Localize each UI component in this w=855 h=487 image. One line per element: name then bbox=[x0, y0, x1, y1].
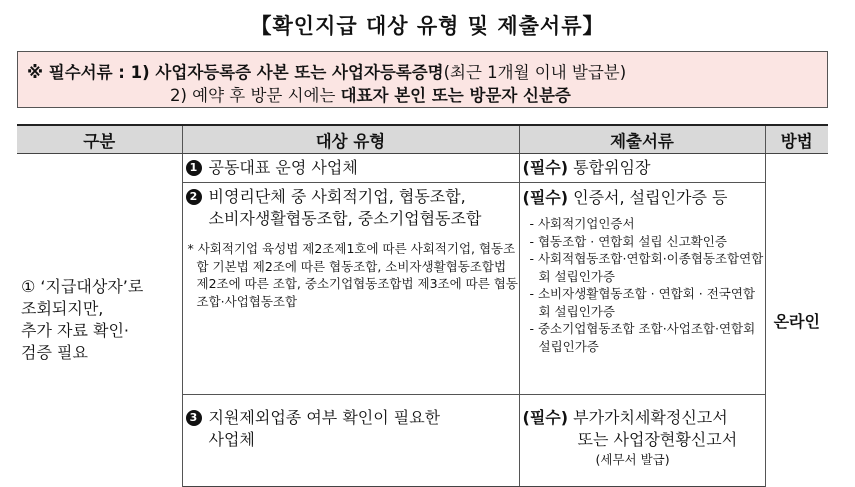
method-cell: 온라인 bbox=[765, 154, 828, 487]
category-line: 조회되지만, bbox=[21, 299, 104, 319]
documents-sublist bbox=[530, 215, 765, 355]
documents-line: 또는 사업장현황신고서 bbox=[577, 430, 738, 449]
notice-line-1 bbox=[27, 59, 626, 83]
notice-line-2 bbox=[170, 82, 571, 106]
list-item: - 사회적기업인증서 bbox=[529, 216, 635, 231]
type-line: 지원제외업종 여부 확인이 필요한 bbox=[208, 408, 441, 427]
required-tag: (필수) bbox=[522, 188, 569, 207]
type-item bbox=[183, 157, 519, 179]
documents-line bbox=[520, 187, 765, 209]
documents-cell bbox=[519, 395, 765, 487]
required-tag: (필수) bbox=[522, 158, 569, 177]
required-documents-notice bbox=[17, 51, 828, 108]
notice-l1-bold: 1) 사업자등록증 사본 또는 사업자등록증명 bbox=[130, 63, 444, 82]
category-line: ① ‘지급대상자’로 bbox=[21, 277, 144, 297]
notice-prefix: ※ 필수서류 : bbox=[27, 63, 131, 82]
type-item bbox=[183, 186, 519, 230]
documents-line bbox=[520, 157, 765, 179]
documents-line bbox=[520, 407, 765, 429]
list-item: - 협동조합 · 연합회 설립 신고확인증 bbox=[529, 233, 727, 249]
type-line: 공동대표 운영 사업체 bbox=[208, 158, 358, 177]
type-line: 소비자생활협동조합, 중소기업협동조합 bbox=[208, 209, 482, 228]
header-documents: 제출서류 bbox=[519, 125, 765, 154]
type-text bbox=[209, 157, 358, 179]
category-cell bbox=[17, 154, 182, 487]
type-text bbox=[209, 186, 482, 230]
type-cell bbox=[182, 395, 519, 487]
required-tag: (필수) bbox=[522, 408, 569, 427]
list-item: - 사회적협동조합·연합회·이종협동조합연합회 설립인가증 bbox=[529, 251, 764, 284]
documents-cell bbox=[519, 183, 765, 395]
header-type: 대상 유형 bbox=[182, 125, 519, 154]
list-item: - 소비자생활협동조합 · 연합회 · 전국연합회 설립인가증 bbox=[529, 286, 756, 319]
table-row bbox=[17, 154, 828, 183]
page-title: 【확인지급 대상 유형 및 제출서류】 bbox=[250, 14, 605, 38]
eligibility-table bbox=[17, 124, 828, 487]
notice-l2-normal: 2) 예약 후 방문 시에는 bbox=[170, 86, 341, 105]
type-line: 사업체 bbox=[208, 430, 255, 449]
table-header-row bbox=[17, 125, 828, 154]
documents-text: 부가가치세확정신고서 bbox=[568, 408, 728, 427]
type-cell bbox=[182, 183, 519, 395]
category-line: 검증 필요 bbox=[21, 343, 88, 363]
type-text bbox=[209, 407, 441, 451]
category-line: 추가 자료 확인· bbox=[21, 321, 129, 341]
type-footnote: * 사회적기업 육성법 제2조제1호에 따른 사회적기업, 협동조합 기본법 제2조에 따른 협동조합, 소비자생활협동조합법 제2조에 따른 조합, 중소기업협동조합법 제3조에 따른 협동조합·사업협동조합 bbox=[187, 241, 518, 309]
type-item bbox=[183, 407, 519, 451]
documents-text: 인증서, 설립인가증 등 bbox=[568, 188, 728, 207]
type-line: 비영리단체 중 사회적기업, 협동조합, bbox=[208, 187, 466, 206]
number-badge-icon: 3 bbox=[186, 410, 202, 426]
header-method: 방법 bbox=[765, 125, 828, 154]
number-badge-icon: 2 bbox=[186, 189, 202, 205]
type-cell bbox=[182, 154, 519, 183]
notice-l2-bold: 대표자 본인 또는 방문자 신분증 bbox=[340, 86, 571, 105]
notice-l1-normal: (최근 1개월 이내 발급분) bbox=[443, 63, 627, 82]
header-category: 구분 bbox=[17, 125, 182, 154]
number-badge-icon: 1 bbox=[186, 160, 202, 176]
documents-cell bbox=[519, 154, 765, 183]
documents-note: (세무서 발급) bbox=[595, 452, 670, 467]
documents-text: 통합위임장 bbox=[568, 158, 651, 177]
list-item: - 중소기업협동조합 조합·사업조합·연합회 설립인가증 bbox=[529, 321, 756, 354]
